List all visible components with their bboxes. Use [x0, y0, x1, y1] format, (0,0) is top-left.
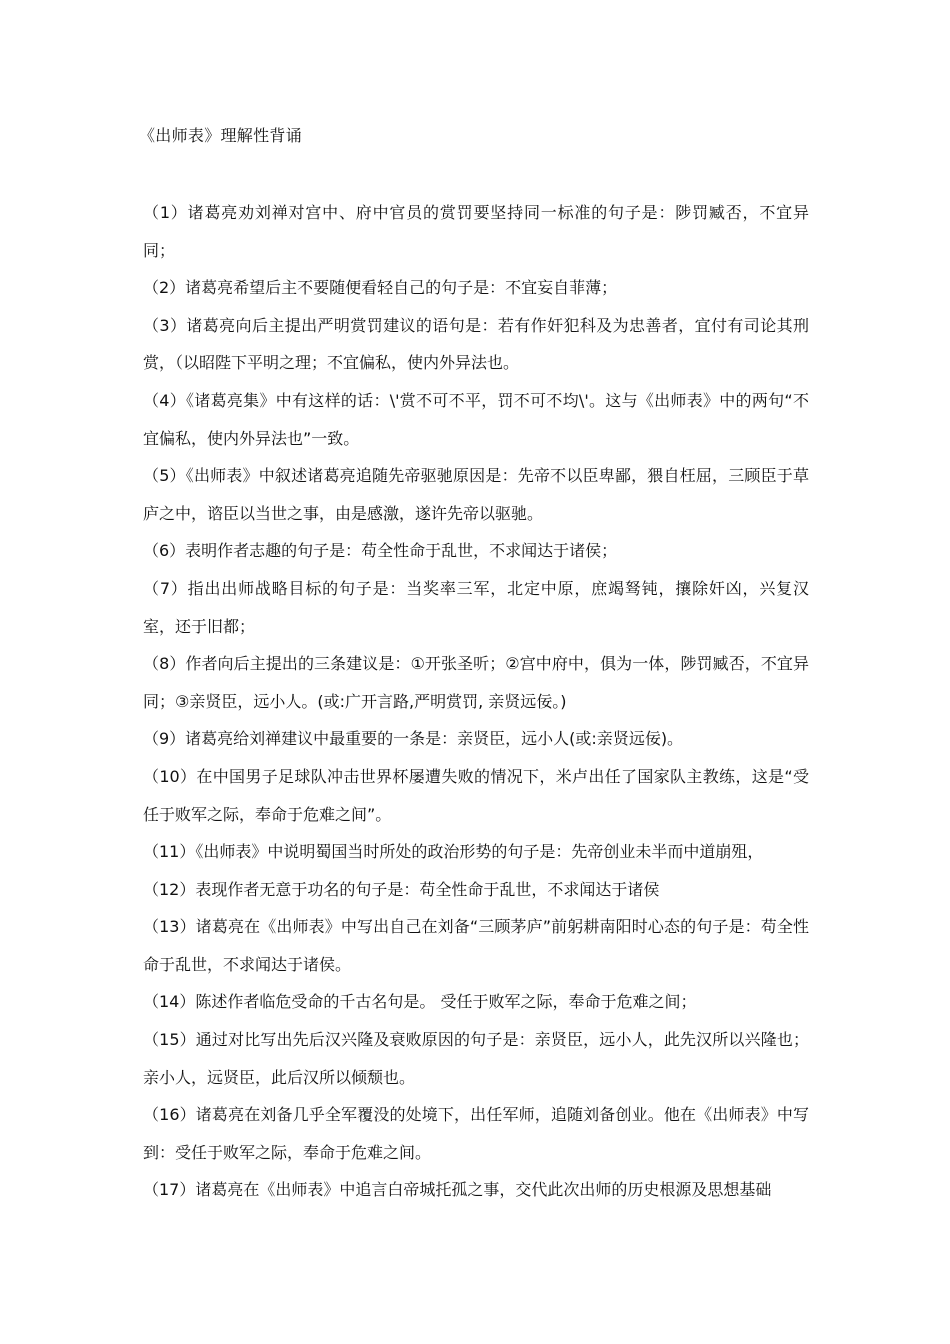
paragraph-9: （9）诸葛亮给刘禅建议中最重要的一条是：亲贤臣，远小人(或:亲贤远佞)。	[143, 729, 684, 749]
paragraph-13: （13）诸葛亮在《出师表》中写出自己在刘备“三顾茅庐”前躬耕南阳时心态的句子是：苟全性命于乱世，不求闻达于诸侯。	[143, 917, 809, 974]
document-body	[143, 194, 809, 1209]
paragraph-11: （11）《出师表》中说明蜀国当时所处的政治形势的句子是：先帝创业未半而中道崩殂，	[143, 842, 764, 862]
paragraph-3: （3）诸葛亮向后主提出严明赏罚建议的语句是：若有作奸犯科及为忠善者，宜付有司论其刑赏，（以昭陛下平明之理；不宜偏私，使内外异法也。	[143, 315, 809, 373]
paragraph-2: （2）诸葛亮希望后主不要随便看轻自己的句子是：不宜妄自菲薄；	[143, 278, 618, 298]
paragraph-10: （10）在中国男子足球队冲击世界杯屡遭失败的情况下，米卢出任了国家队主教练，这是“受任于败军之际，奉命于危难之间”。	[143, 766, 809, 824]
paragraph-7: （7）指出出师战略目标的句子是：当奖率三军，北定中原，庶竭驽钝，攘除奸凶，兴复汉室，还于旧都；	[143, 578, 809, 636]
paragraph-1: （1）诸葛亮劝刘禅对宫中、府中官员的赏罚要坚持同一标准的句子是：陟罚臧否，不宜异同；	[143, 203, 809, 260]
paragraph-16: （16）诸葛亮在刘备几乎全军覆没的处境下，出任军师，追随刘备创业。他在《出师表》中写到：受任于败军之际，奉命于危难之间。	[143, 1105, 809, 1162]
paragraph-5: （5）《出师表》中叙述诸葛亮追随先帝驱驰原因是：先帝不以臣卑鄙，猥自枉屈，三顾臣于草庐之中，谘臣以当世之事，由是感激，遂许先帝以驱驰。	[143, 466, 809, 523]
paragraph-15: （15）通过对比写出先后汉兴隆及衰败原因的句子是：亲贤臣，远小人，此先汉所以兴隆也；亲小人，远贤臣，此后汉所以倾颓也。	[143, 1030, 809, 1087]
paragraph-8: （8）作者向后主提出的三条建议是：①开张圣听；②宫中府中，俱为一体，陟罚臧否，不宜异同；③亲贤臣，远小人。(或:广开言路,严明赏罚, 亲贤远佞。)	[143, 654, 809, 711]
paragraph-4: （4）《诸葛亮集》中有这样的话：\'赏不可不平，罚不可不均\'。这与《出师表》中的两句“不宜偏私，使内外异法也”一致。	[143, 390, 809, 448]
document-title: 《出师表》理解性背诵	[139, 126, 303, 145]
paragraph-14: （14）陈述作者临危受命的千古名句是。 受任于败军之际，奉命于危难之间；	[143, 992, 697, 1012]
paragraph-12: （12）表现作者无意于功名的句子是：苟全性命于乱世，不求闻达于诸侯	[143, 879, 660, 899]
paragraph-17: （17）诸葛亮在《出师表》中追言白帝城托孤之事，交代此次出师的历史根源及思想基础	[143, 1180, 772, 1200]
paragraph-6: （6）表明作者志趣的句子是：苟全性命于乱世，不求闻达于诸侯；	[143, 541, 618, 561]
